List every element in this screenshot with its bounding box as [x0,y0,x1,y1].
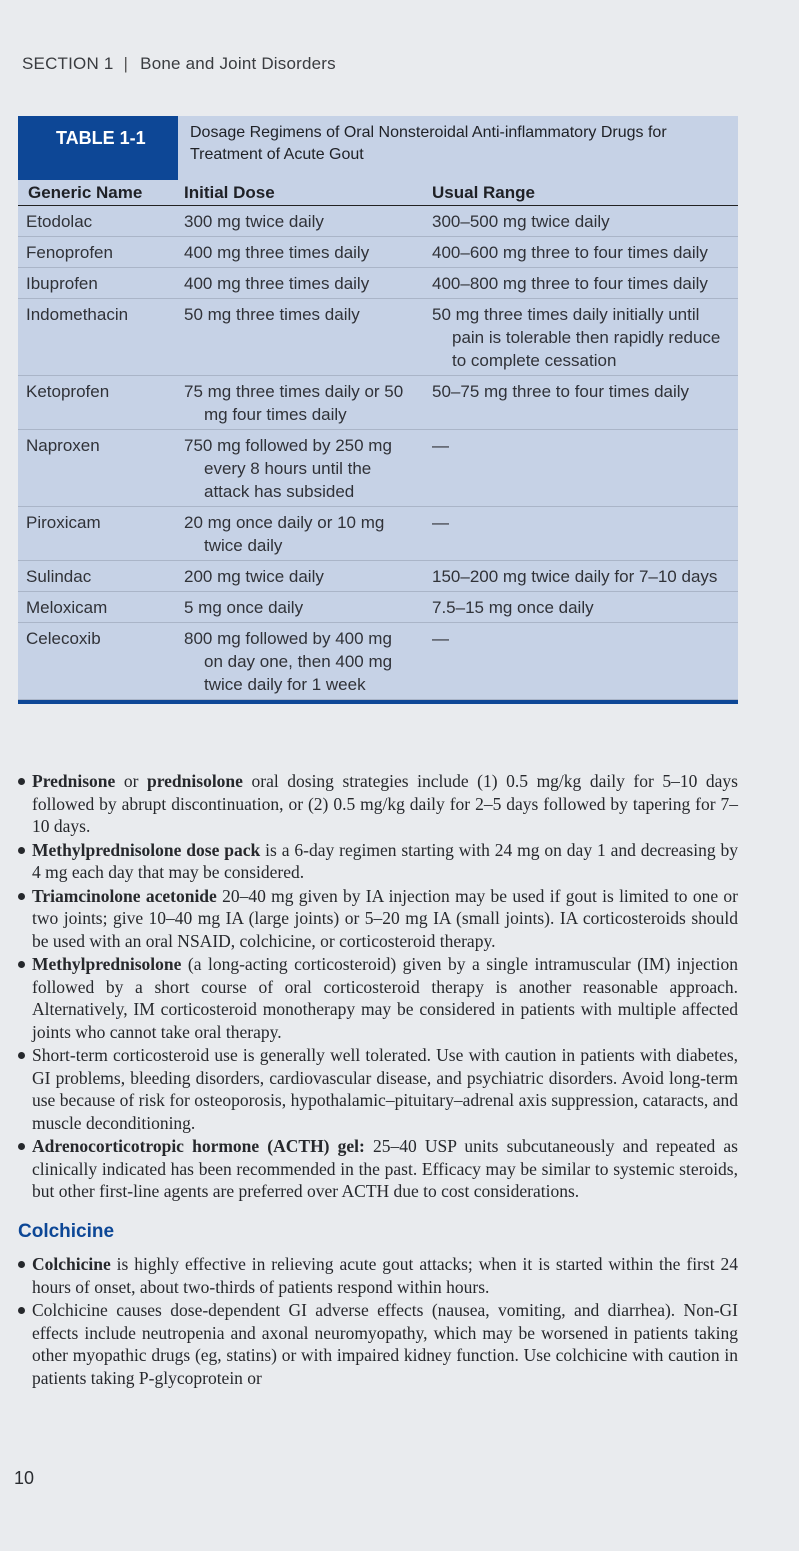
bullet-text: 25–40 USP units subcutaneously and repeated as clinically indicated has been recommended in the past. Efficacy may be similar to systemic steroids, but other first-line agents are preferred over ACTH due to cost considerations. [32,1136,738,1201]
cell-line: 400–600 mg three to four times daily [432,243,708,262]
cell-line: every 8 hours until the [204,459,372,478]
corticosteroid-bullet-list [18,770,738,1203]
cell-usual-range [424,434,738,503]
cell-line: to complete cessation [452,351,617,370]
column-headers [18,180,738,206]
cell-line: 300–500 mg twice daily [432,212,610,231]
bullet-text: oral dosing strategies include (1) 0.5 mg/kg daily for 5–10 days followed by abrupt discontinuation, or (2) 0.5 mg/kg daily for 2–5 days followed by tapering for 7–10 days. [32,771,738,836]
table-row [18,561,738,592]
cell-initial-dose [176,434,424,503]
cell-usual-range [424,627,738,696]
column-header-generic-name: Generic Name [28,183,143,202]
cell-initial-dose [176,241,424,264]
column-header-initial-dose: Initial Dose [184,183,275,202]
cell-line: 5 mg once daily [184,598,304,617]
bullet-bold-term: prednisolone [146,771,243,791]
running-header [22,54,336,74]
table-row [18,299,738,376]
dosage-table [18,116,738,704]
table-row [18,206,738,237]
bullet-text: 20–40 mg given by IA injection may be used if gout is limited to one or two joints; give 10–40 mg IA (large joints) or 5–20 mg IA (small joints). IA corticosteroids should be used with an oral NSAID, colchicine, or corticosteroid therapy. [32,885,738,951]
cell-usual-range [424,241,738,264]
cell-line: attack has subsided [204,482,355,501]
table-row [18,237,738,268]
cell-usual-range [424,210,738,233]
cell-generic-name: Ketoprofen [26,382,110,401]
cell-generic-name: Piroxicam [26,513,101,532]
cell-line: 50–75 mg three to four times daily [432,382,690,401]
table-row [18,268,738,299]
cell-line: 20 mg once daily or 10 mg [184,513,385,532]
bullet-bold-term: Prednisone [32,771,116,791]
cell-generic-name: Indomethacin [26,305,129,324]
bullet-bold-term: Colchicine [32,1254,111,1274]
cell-generic-name: Ibuprofen [26,274,98,293]
bullet-text: is a 6-day regimen starting with 24 mg on day 1 and decreasing by 4 mg each day that may be considered. [32,839,738,882]
list-item [18,885,738,953]
table-row [18,592,738,623]
cell-usual-range [424,511,738,557]
column-header-usual-range: Usual Range [432,183,535,202]
table-header [18,116,738,180]
table-row [18,376,738,430]
chapter-title: Bone and Joint Disorders [140,54,336,73]
list-item [18,953,738,1043]
bullet-bold-term: Triamcinolone acetonide [32,885,217,906]
cell-line: on day one, then 400 mg [204,652,393,671]
cell-usual-range [424,565,738,588]
cell-generic-name: Etodolac [26,212,93,231]
cell-line: 50 mg three times daily initially until [432,305,700,324]
cell-initial-dose [176,210,424,233]
cell-usual-range [424,272,738,295]
cell-line: — [432,629,449,648]
bullet-text: Short-term corticosteroid use is generally well tolerated. Use with caution in patients with diabetes, GI problems, bleeding disorders, cardiovascular disease, and psychiatric disorders. Avoid long-term use because of risk for osteoporosis, hypothalamic–pituitary–adrenal axis suppression, cataracts, and muscle deconditioning. [32,1045,738,1133]
table-body [18,206,738,700]
list-item [18,1044,738,1134]
cell-line: 400 mg three times daily [184,243,370,262]
bullet-bold-term: Methylprednisolone dose pack [32,839,261,860]
list-item [18,1253,738,1298]
cell-initial-dose [176,511,424,557]
cell-line: — [432,513,449,532]
cell-generic-name: Fenoprofen [26,243,113,262]
bullet-text: (a long-acting corticosteroid) given by a single intramuscular (IM) injection followed by a short course of oral corticosteroid therapy is another reasonable approach. Alternatively, IM corticosteroid monotherapy may be considered in patients with multiple affected joints who cannot take oral therapy. [32,954,738,1042]
cell-initial-dose [176,272,424,295]
table-row [18,430,738,507]
cell-line: 200 mg twice daily [184,567,324,586]
body-text [18,770,738,1390]
cell-generic-name: Naproxen [26,436,100,455]
table-title: Dosage Regimens of Oral Nonsteroidal Anti-inflammatory Drugs for Treatment of Acute Gout [178,116,738,180]
list-item [18,839,738,884]
cell-line: 300 mg twice daily [184,212,324,231]
list-item [18,1135,738,1203]
cell-line: 75 mg three times daily or 50 [184,382,404,401]
cell-usual-range [424,380,738,426]
table-row [18,507,738,561]
cell-generic-name: Celecoxib [26,629,101,648]
table-label: TABLE 1-1 [18,116,178,180]
cell-line: pain is tolerable then rapidly reduce [452,328,721,347]
cell-line: twice daily for 1 week [204,675,366,694]
bullet-text: Colchicine causes dose-dependent GI adverse effects (nausea, vomiting, and diarrhea). Non-GI effects include neutropenia and axonal neuromyopathy, which may be worsened in patients taking other myopathic drugs (eg, statins) or with impaired kidney function. Use colchicine with caution in patients taking P-glycoprotein or [32,1300,738,1388]
bullet-text: is highly effective in relieving acute gout attacks; when it is started within the first 24 hours of onset, about two-thirds of patients respond within hours. [32,1254,738,1297]
table-bottom-rule [18,700,738,704]
cell-generic-name: Sulindac [26,567,92,586]
section-heading-colchicine: Colchicine [18,1220,115,1242]
cell-initial-dose [176,303,424,372]
bullet-text: or [115,771,147,791]
cell-initial-dose [176,380,424,426]
cell-line: 400–800 mg three to four times daily [432,274,708,293]
list-item [18,770,738,838]
cell-line: 400 mg three times daily [184,274,370,293]
cell-usual-range [424,303,738,372]
table-row [18,623,738,700]
cell-initial-dose [176,596,424,619]
cell-line: 800 mg followed by 400 mg [184,629,392,648]
cell-line: 750 mg followed by 250 mg [184,436,392,455]
colchicine-bullet-list [18,1253,738,1389]
cell-generic-name: Meloxicam [26,598,108,617]
cell-initial-dose [176,565,424,588]
section-label: SECTION 1 [22,54,114,73]
cell-line: 150–200 mg twice daily for 7–10 days [432,567,718,586]
cell-initial-dose [176,627,424,696]
bullet-bold-term: Methylprednisolone [32,954,182,974]
page-number: 10 [14,1468,35,1488]
cell-line: 7.5–15 mg once daily [432,598,594,617]
cell-line: 50 mg three times daily [184,305,360,324]
cell-usual-range [424,596,738,619]
cell-line: mg four times daily [204,405,347,424]
list-item [18,1299,738,1389]
cell-line: twice daily [204,536,283,555]
cell-line: — [432,436,449,455]
header-separator: | [123,54,129,73]
bullet-bold-term: Adrenocorticotropic hormone (ACTH) gel: [32,1136,365,1156]
